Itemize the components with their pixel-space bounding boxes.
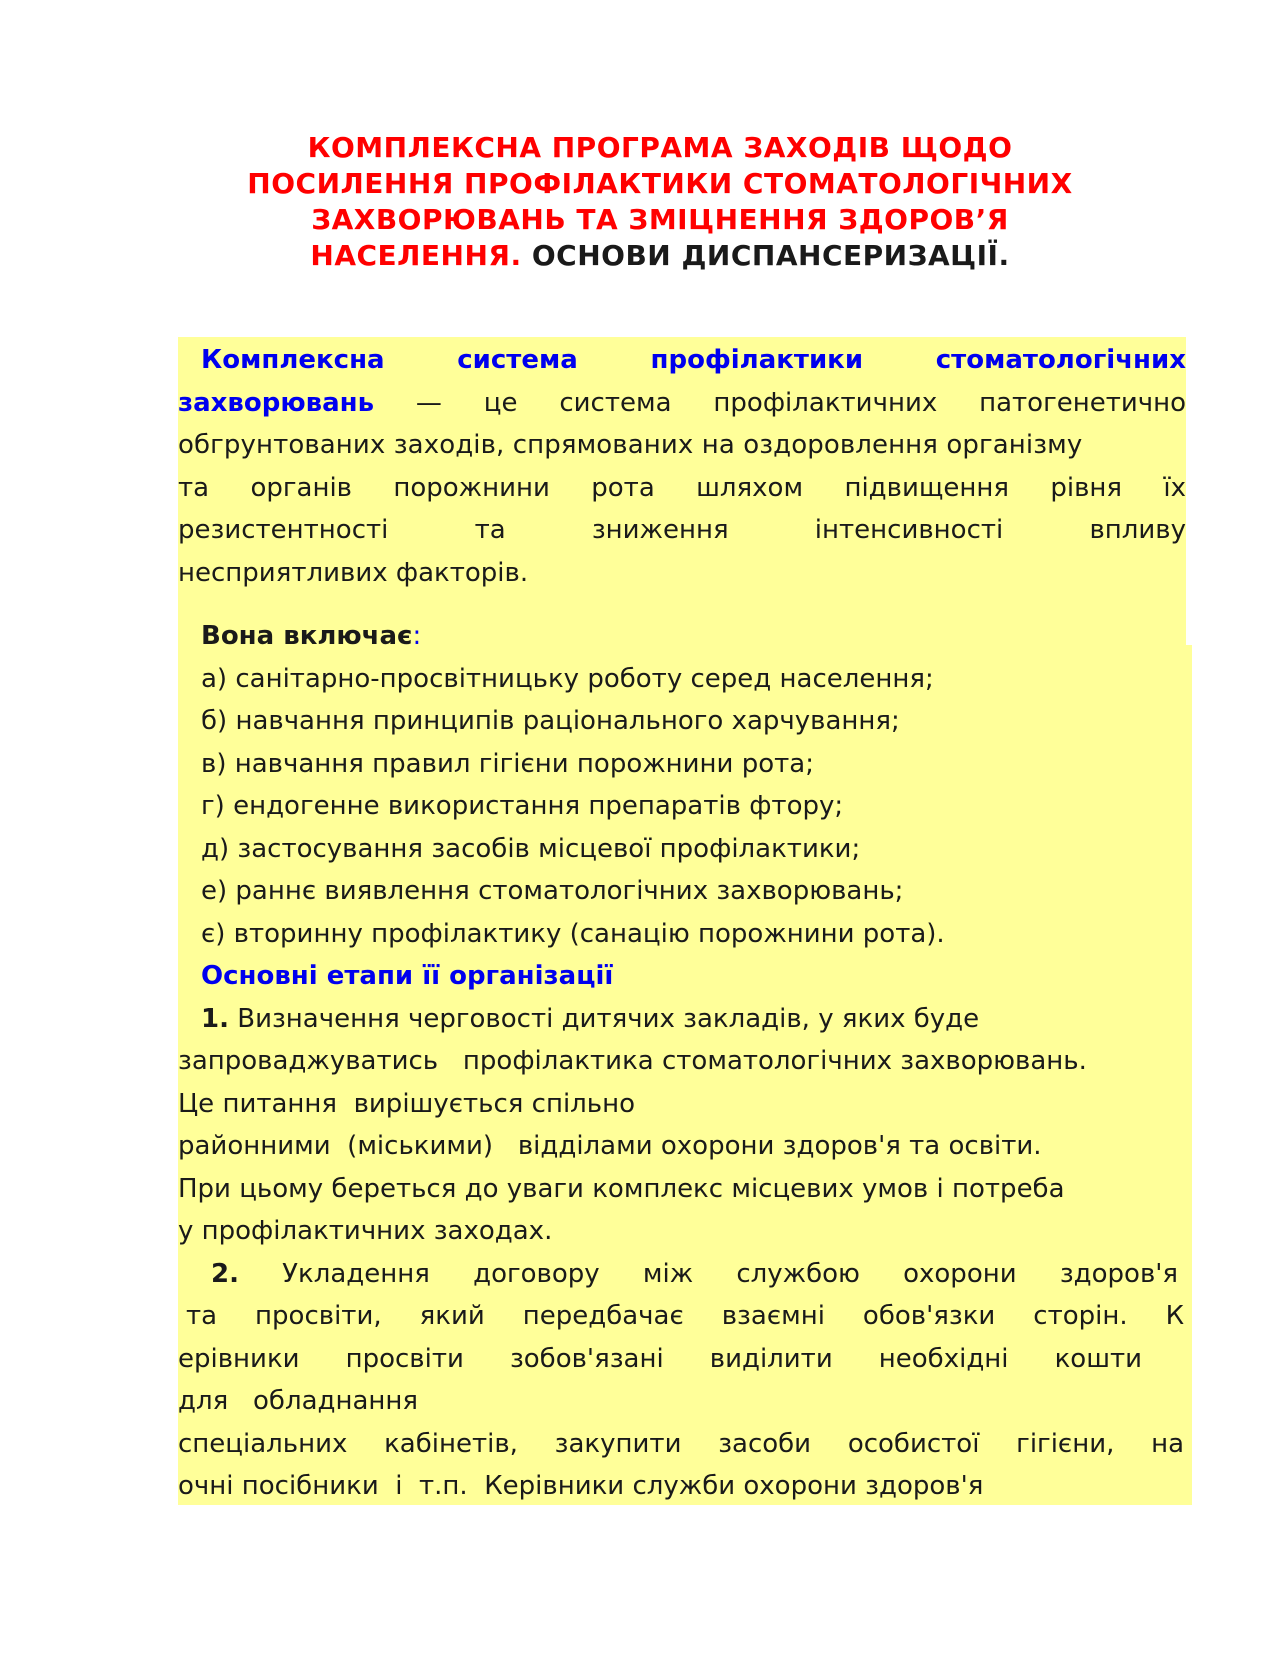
- stage-1-line-6: у профілактичних заходах.: [178, 1216, 553, 1246]
- intro-line-4: [178, 467, 1186, 510]
- intro-line-3: обгрунтованих заходів, спрямованих на оздоровлення організму: [178, 430, 1083, 460]
- stages-heading: Основні етапи її організації: [201, 961, 614, 991]
- stage-2-line-3: [178, 1338, 1192, 1381]
- details-block: [178, 621, 1192, 1505]
- stage-1-line-2: запроваджуватись профілактика стоматологічних захворювань.: [178, 1046, 1087, 1076]
- word: спеціальних: [178, 1428, 348, 1459]
- stage-2-line-1: [178, 1253, 1192, 1296]
- includes-heading: [178, 615, 1192, 658]
- word: ерівники просвіти: [178, 1343, 464, 1374]
- word: охорони: [903, 1258, 1017, 1289]
- word: шляхом: [696, 472, 804, 503]
- word: це: [483, 387, 518, 418]
- word: патогенетично: [979, 387, 1186, 418]
- includes-heading-text: Вона включає: [201, 621, 413, 651]
- word: Укладення: [282, 1258, 430, 1289]
- list-item: а) санітарно-просвітницьку роботу серед населення;: [201, 663, 934, 694]
- stage-2-line-5: [178, 1423, 1192, 1466]
- intro-line-1: [178, 339, 1186, 382]
- word: який: [419, 1301, 485, 1331]
- word: обов'язки: [862, 1301, 996, 1331]
- list-item: б) навчання принципів раціонального харчування;: [201, 706, 900, 736]
- includes-colon: :: [412, 621, 422, 651]
- word: здоров'я: [1059, 1258, 1179, 1289]
- stage-2-line-6: очні посібники і т.п. Керівники служби охорони здоров'я: [178, 1471, 984, 1501]
- stage-1-line-5: При цьому береться до уваги комплекс місцевих умов і потреба: [178, 1173, 1065, 1204]
- stage-1-line-3: Це питання вирішується спільно: [178, 1088, 636, 1119]
- word: підвищення: [844, 472, 1009, 503]
- term-word: профілактики: [650, 345, 864, 375]
- word: виділити: [709, 1343, 833, 1374]
- word: порожнини: [393, 472, 550, 503]
- word: система: [559, 387, 672, 418]
- list-item: г) ендогенне використання препаратів фтору;: [201, 791, 844, 821]
- word: договору: [473, 1258, 600, 1289]
- word: органів: [250, 472, 352, 503]
- list-item: е) раннє виявлення стоматологічних захворювань;: [201, 876, 904, 906]
- word: гігієни,: [1016, 1428, 1115, 1459]
- title-line-3: ЗАХВОРЮВАНЬ ТА ЗМІЦНЕННЯ ЗДОРОВ’Я: [311, 203, 1009, 236]
- term-word: Комплексна: [201, 345, 385, 375]
- stage-2-number: 2.: [211, 1258, 239, 1289]
- word: кошти: [1054, 1343, 1143, 1374]
- word: взаємні: [721, 1301, 825, 1331]
- word: та: [474, 515, 506, 545]
- word: необхідні: [878, 1343, 1009, 1374]
- term-word: стоматологічних: [935, 345, 1186, 375]
- word: кабінетів,: [384, 1428, 518, 1459]
- word: засоби: [718, 1428, 812, 1459]
- word: зобов'язані: [509, 1343, 664, 1374]
- list-item: д) застосування засобів місцевої профілактики;: [201, 833, 861, 864]
- stage-1-line-4: районними (міськими) відділами охорони здоров'я та освіти.: [178, 1131, 1042, 1161]
- word: їх: [1163, 472, 1186, 503]
- stage-1-text: Визначення черговості дитячих закладів, у яких буде: [228, 1003, 980, 1034]
- word: рота: [591, 472, 655, 503]
- word: між: [642, 1258, 694, 1289]
- word: зниження: [591, 515, 729, 545]
- intro-line-2: [178, 382, 1186, 425]
- title-line-1: КОМПЛЕКСНА ПРОГРАМА ЗАХОДІВ ЩОДО: [307, 131, 1013, 164]
- stage-1-number: 1.: [201, 1003, 229, 1034]
- term-word: захворювань: [178, 387, 375, 418]
- intro-line-6: несприятливих факторів.: [178, 557, 529, 588]
- word: особистої: [847, 1428, 980, 1459]
- word: рівня: [1050, 472, 1123, 503]
- document-title: [180, 130, 1140, 274]
- title-line-4: [180, 238, 1140, 274]
- word: —: [374, 387, 442, 418]
- stage-1-line-1: [178, 998, 1192, 1041]
- word: сторін.: [1033, 1301, 1128, 1331]
- word: та просвіти,: [186, 1301, 382, 1331]
- list-item: є) вторинну профілактику (санацію порожнини рота).: [201, 918, 945, 949]
- word: резистентності: [178, 515, 389, 545]
- word: передбачає: [522, 1301, 684, 1331]
- list-item: в) навчання правил гігієни порожнини рота;: [201, 748, 814, 779]
- title-red-part: НАСЕЛЕННЯ.: [310, 239, 522, 272]
- word: впливу: [1089, 515, 1186, 545]
- title-dark-part: ОСНОВИ ДИСПАНСЕРИЗАЦІЇ.: [521, 239, 1010, 272]
- term-word: система: [457, 345, 578, 375]
- stage-2-line-4: для обладнання: [178, 1386, 419, 1416]
- word: К: [1165, 1301, 1185, 1331]
- word: та: [178, 472, 210, 503]
- intro-block: [178, 337, 1186, 645]
- title-line-2: ПОСИЛЕННЯ ПРОФІЛАКТИКИ СТОМАТОЛОГІЧНИХ: [247, 167, 1073, 200]
- word: закупити: [554, 1428, 682, 1459]
- word: службою: [736, 1258, 860, 1289]
- word: профілактичних: [713, 387, 938, 418]
- intro-line-5: [178, 509, 1186, 552]
- word: на: [1151, 1428, 1185, 1459]
- stage-2-line-2: [178, 1295, 1192, 1338]
- word: інтенсивності: [814, 515, 1004, 545]
